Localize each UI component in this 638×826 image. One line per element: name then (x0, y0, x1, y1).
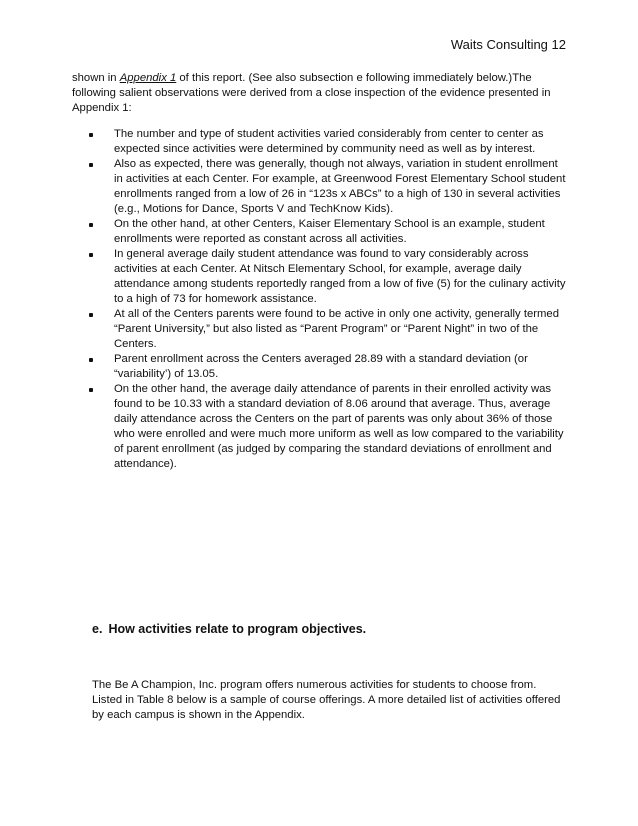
list-item-text: On the other hand, at other Centers, Kaiser Elementary School is an example, student enrollments were reported as constant across all activities. (114, 218, 545, 245)
bullet-icon (89, 358, 93, 362)
bullet-icon (89, 133, 93, 137)
list-item (72, 382, 568, 472)
list-item (72, 217, 568, 247)
list-item-text: The number and type of student activities varied considerably from center to center as expected since activities were determined by community need as well as by interest. (114, 128, 544, 155)
bullet-icon (89, 313, 93, 317)
observations-list (72, 127, 568, 472)
list-item (72, 157, 568, 217)
appendix-link[interactable]: Appendix 1 (119, 72, 177, 84)
bullet-icon (89, 163, 93, 167)
section-letter: e. (92, 622, 103, 636)
bullet-icon (89, 223, 93, 227)
intro-prefix: shown in (72, 72, 120, 84)
list-item-text: In general average daily student attendance was found to vary considerably across activities at each Center. At Nitsch Elementary School, for example, average daily attendance among students reportedly ranged from a low of five (5) for the culinary activity to a high of 73 for homework assistance. (114, 248, 566, 305)
list-item (72, 127, 568, 157)
intro-paragraph (72, 71, 568, 116)
bullet-icon (89, 388, 93, 392)
section-heading (92, 621, 366, 637)
list-item (72, 247, 568, 307)
list-item-text: On the other hand, the average daily attendance of parents in their enrolled activity was found to be 10.33 with a standard deviation of 8.06 around that average. Thus, average daily attendance across the Centers on the part of parents was only about 36% of those who were enrolled and were much more uniform as well as low compared to the variability of parent enrollment (as judged by comparing the standard deviations of enrollment and attendance). (114, 383, 564, 470)
closing-paragraph: The Be A Champion, Inc. program offers numerous activities for students to choose from. Listed in Table 8 below is a sample of course offerings. A more detailed list of activities offered by each campus is shown in the Appendix. (92, 679, 561, 721)
list-item-text: At all of the Centers parents were found to be active in only one activity, generally termed “Parent University,” but also listed as “Parent Program” or “Parent Night” in two of the Centers. (114, 308, 560, 350)
list-item (72, 307, 568, 352)
list-item-text: Also as expected, there was generally, though not always, variation in student enrollment in activities at each Center. For example, at Greenwood Forest Elementary School student enrollments ranged from a low of 26 in “123s x ABCs” to a high of 130 in several activities (e.g., Motions for Dance, Sports V and TechKnow Kids). (114, 158, 566, 215)
page-header: Waits Consulting 12 (450, 37, 566, 52)
list-item (72, 352, 568, 382)
list-item-text: Parent enrollment across the Centers averaged 28.89 with a standard deviation (or “variability’) of 13.05. (114, 353, 528, 380)
intro-suffix: of this report. (See also subsection e following immediately below.)The following salient observations were derived from a close inspection of the evidence presented in Appendix 1: (72, 72, 551, 114)
bullet-icon (89, 253, 93, 257)
section-title: How activities relate to program objectives. (108, 622, 367, 636)
